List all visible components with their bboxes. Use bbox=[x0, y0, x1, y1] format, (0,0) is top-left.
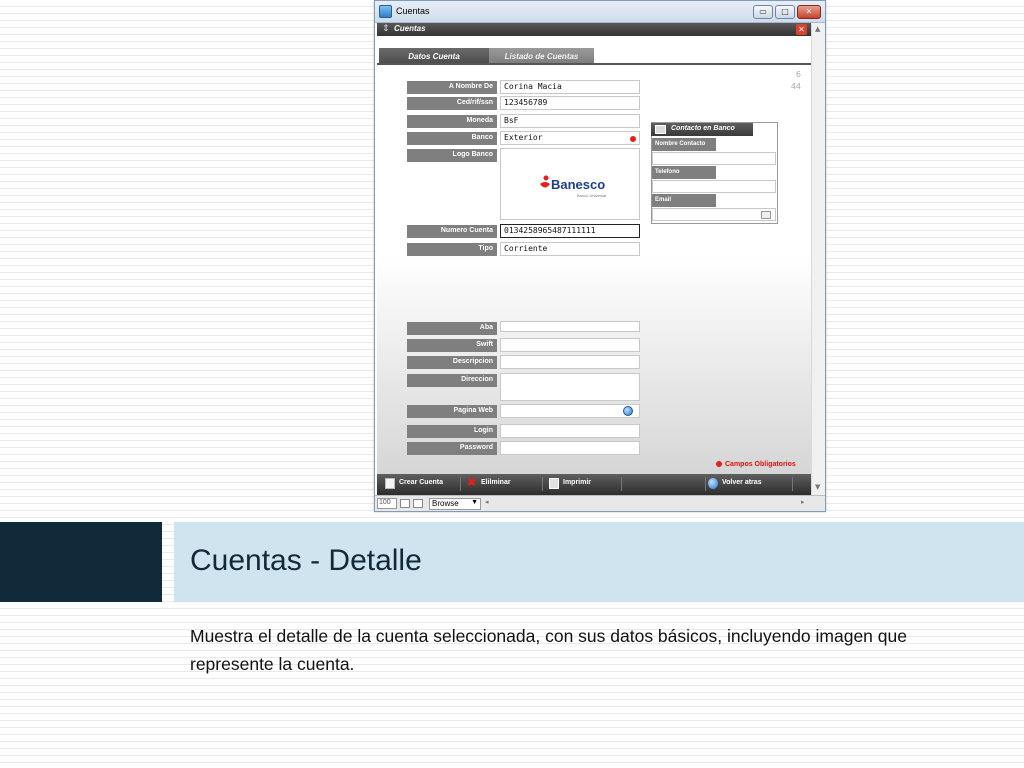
eliminar-label: Elilminar bbox=[481, 479, 511, 486]
screenshot-window bbox=[374, 0, 826, 512]
scroll-down-icon[interactable]: ▼ bbox=[815, 483, 821, 491]
nombre-contacto-field[interactable] bbox=[652, 152, 776, 165]
slide-accent-block bbox=[0, 522, 162, 602]
moneda-field[interactable]: BsF bbox=[500, 114, 640, 128]
descripcion-field[interactable] bbox=[500, 355, 640, 369]
new-document-icon bbox=[385, 478, 395, 489]
banco-field[interactable]: Exterior bbox=[500, 131, 640, 145]
cedula-field[interactable]: 123456789 bbox=[500, 96, 640, 110]
chevron-down-icon: ▼ bbox=[471, 499, 478, 506]
required-dot-icon bbox=[630, 136, 636, 142]
printer-icon bbox=[549, 478, 559, 489]
close-window-button[interactable]: ✕ bbox=[797, 5, 821, 19]
bank-logo-image[interactable] bbox=[500, 148, 640, 220]
minimize-button[interactable]: ▭ bbox=[753, 5, 773, 19]
mode-select[interactable] bbox=[429, 498, 481, 510]
eliminar-button[interactable] bbox=[465, 477, 543, 491]
mail-icon[interactable] bbox=[761, 211, 771, 219]
label-swift: Swift bbox=[407, 339, 497, 352]
form-content bbox=[377, 36, 811, 474]
crear-cuenta-label: Crear Cuenta bbox=[399, 479, 443, 486]
pin-icon: ⇕ bbox=[382, 24, 390, 34]
record-index: 6 bbox=[795, 70, 801, 79]
bank-logo-name: Banesco bbox=[551, 177, 606, 192]
label-aba: Aba bbox=[407, 322, 497, 335]
slide-title-band bbox=[174, 522, 1024, 602]
direccion-field[interactable] bbox=[500, 373, 640, 401]
label-logo-banco: Logo Banco bbox=[407, 149, 497, 162]
required-note-text: Campos Obligatorios bbox=[725, 461, 796, 468]
label-email: Email bbox=[652, 194, 716, 207]
label-telefono: Telefono bbox=[652, 166, 716, 179]
zoom-in-icon[interactable] bbox=[400, 499, 410, 508]
volver-atras-button[interactable] bbox=[705, 477, 793, 491]
label-direccion: Direccion bbox=[407, 374, 497, 387]
label-numero-cuenta: Numero Cuenta bbox=[407, 225, 497, 238]
scroll-right-icon[interactable]: ▸ bbox=[801, 499, 805, 506]
imprimir-label: Imprimir bbox=[563, 479, 592, 486]
label-a-nombre-de: A Nombre De bbox=[407, 81, 497, 94]
contact-panel-title: Contacto en Banco bbox=[671, 125, 735, 132]
maximize-button[interactable]: □ bbox=[775, 5, 795, 19]
required-dot-icon bbox=[716, 461, 722, 467]
label-moneda: Moneda bbox=[407, 115, 497, 128]
vertical-scrollbar[interactable] bbox=[811, 23, 825, 495]
label-password: Password bbox=[407, 442, 497, 455]
tabs-divider bbox=[377, 63, 811, 65]
required-fields-note bbox=[716, 461, 796, 468]
bank-logo-tagline: Banco Universal bbox=[577, 193, 607, 198]
zoom-out-icon[interactable] bbox=[413, 499, 423, 508]
slide-body-text: Muestra el detalle de la cuenta seleccionada, con sus datos básicos, incluyendo imagen que represente la cuenta. bbox=[190, 626, 907, 674]
record-total: 44 bbox=[790, 82, 801, 91]
tipo-field[interactable]: Corriente bbox=[500, 242, 640, 256]
layout-title: Cuentas bbox=[394, 24, 426, 33]
back-globe-icon bbox=[708, 478, 718, 489]
delete-icon: ✖ bbox=[467, 477, 477, 489]
window-title: Cuentas bbox=[396, 6, 430, 16]
email-field[interactable] bbox=[652, 208, 776, 221]
label-nombre-contacto: Nombre Contacto bbox=[652, 138, 716, 151]
label-tipo: Tipo bbox=[407, 243, 497, 256]
numero-cuenta-field[interactable]: 0134258965487111111 bbox=[500, 224, 640, 238]
volver-atras-label: Volver atras bbox=[722, 479, 762, 486]
crear-cuenta-button[interactable] bbox=[383, 477, 461, 491]
zoom-level[interactable]: 100 bbox=[377, 498, 397, 509]
status-bar bbox=[375, 495, 825, 511]
pagina-web-field[interactable] bbox=[500, 404, 640, 418]
tab-listado-cuentas[interactable]: Listado de Cuentas bbox=[489, 48, 594, 65]
scroll-left-icon[interactable]: ◂ bbox=[485, 499, 489, 506]
tab-datos-cuenta[interactable]: Datos Cuenta bbox=[379, 48, 489, 65]
telefono-field[interactable] bbox=[652, 180, 776, 193]
label-banco: Banco bbox=[407, 132, 497, 145]
swift-field[interactable] bbox=[500, 338, 640, 352]
app-icon bbox=[379, 5, 392, 18]
contact-panel-header bbox=[651, 123, 753, 136]
scroll-up-icon[interactable]: ▲ bbox=[815, 25, 821, 33]
imprimir-button[interactable] bbox=[547, 477, 622, 491]
contact-panel bbox=[651, 122, 778, 224]
window-titlebar bbox=[375, 1, 825, 23]
bottom-toolbar bbox=[377, 474, 811, 495]
aba-field[interactable] bbox=[500, 321, 640, 332]
banesco-logo-icon bbox=[539, 175, 551, 191]
contact-card-icon bbox=[655, 125, 666, 134]
label-descripcion: Descripcion bbox=[407, 356, 497, 369]
password-field[interactable] bbox=[500, 441, 640, 455]
label-cedula: Ced/rif/ssn bbox=[407, 97, 497, 110]
globe-icon[interactable] bbox=[623, 406, 633, 416]
a-nombre-de-field[interactable]: Corina Macia bbox=[500, 80, 640, 94]
slide-title: Cuentas - Detalle bbox=[190, 544, 422, 577]
label-pagina-web: Pagina Web bbox=[407, 405, 497, 418]
mode-value: Browse bbox=[432, 499, 459, 508]
layout-header bbox=[377, 23, 811, 36]
login-field[interactable] bbox=[500, 424, 640, 438]
layout-close-button[interactable]: ✕ bbox=[796, 24, 807, 35]
label-login: Login bbox=[407, 425, 497, 438]
